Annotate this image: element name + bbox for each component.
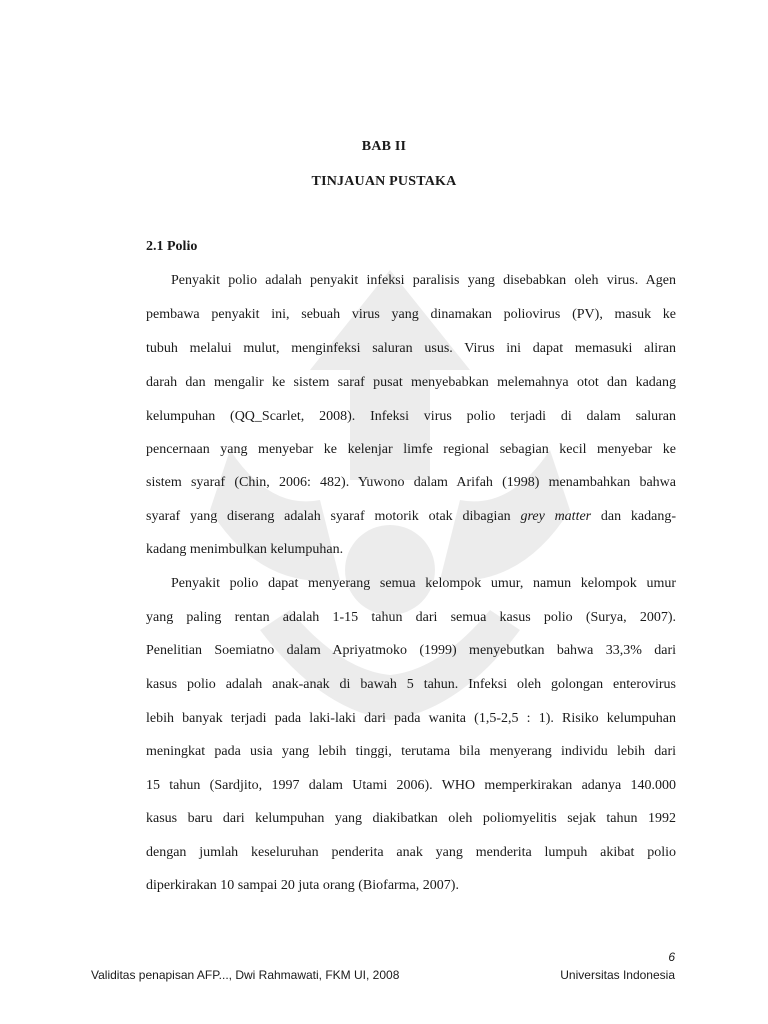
text-span: syaraf yang diserang adalah syaraf motorik otak dibagian <box>146 509 521 524</box>
page-number: 6 <box>668 950 675 964</box>
paragraph-line: kelumpuhan (QQ_Scarlet, 2008). Infeksi virus polio terjadi di dalam saluran <box>146 409 676 424</box>
footer-institution: Universitas Indonesia <box>560 968 675 982</box>
italic-term: grey matter <box>520 509 592 524</box>
paragraph-line: kadang menimbulkan kelumpuhan. <box>146 542 344 557</box>
paragraph-line: darah dan mengalir ke sistem saraf pusat menyebabkan melemahnya otot dan kadang <box>146 375 676 390</box>
footer-citation: Validitas penapisan AFP..., Dwi Rahmawati, FKM UI, 2008 <box>91 968 400 982</box>
paragraph-line: meningkat pada usia yang lebih tinggi, terutama bila menyerang individu lebih dari <box>146 744 676 759</box>
chapter-title: TINJAUAN PUSTAKA <box>311 174 457 189</box>
paragraph-line: Penyakit polio dapat menyerang semua kelompok umur, namun kelompok umur <box>171 576 676 591</box>
chapter-heading: BAB II <box>361 139 407 154</box>
section-title: 2.1 Polio <box>146 239 198 254</box>
paragraph-line: Penelitian Soemiatno dalam Apriyatmoko (1999) menyebutkan bahwa 33,3% dari <box>146 643 676 658</box>
paragraph-line: pencernaan yang menyebar ke kelenjar limfe regional sebagian kecil menyebar ke <box>146 442 676 457</box>
paragraph-line: sistem syaraf (Chin, 2006: 482). Yuwono dalam Arifah (1998) menambahkan bahwa <box>146 475 676 490</box>
paragraph-line: Penyakit polio adalah penyakit infeksi paralisis yang disebabkan oleh virus. Agen <box>171 273 676 288</box>
paragraph-line: diperkirakan 10 sampai 20 juta orang (Biofarma, 2007). <box>146 878 459 893</box>
text-span: dan kadang- <box>591 509 676 524</box>
paragraph-line: kasus baru dari kelumpuhan yang diakibatkan oleh poliomyelitis sejak tahun 1992 <box>146 811 676 826</box>
paragraph-line-with-italic <box>146 508 676 526</box>
paragraph-line: lebih banyak terjadi pada laki-laki dari pada wanita (1,5-2,5 : 1). Risiko kelumpuhan <box>146 711 676 726</box>
paragraph-line: 15 tahun (Sardjito, 1997 dalam Utami 2006). WHO memperkirakan adanya 140.000 <box>146 778 676 793</box>
paragraph-line: tubuh melalui mulut, menginfeksi saluran usus. Virus ini dapat memasuki aliran <box>146 341 676 356</box>
paragraph-line: kasus polio adalah anak-anak di bawah 5 tahun. Infeksi oleh golongan enterovirus <box>146 677 676 692</box>
paragraph-line: dengan jumlah keseluruhan penderita anak yang menderita lumpuh akibat polio <box>146 845 676 860</box>
paragraph-line: pembawa penyakit ini, sebuah virus yang dinamakan poliovirus (PV), masuk ke <box>146 307 676 322</box>
paragraph-line: yang paling rentan adalah 1-15 tahun dari semua kasus polio (Surya, 2007). <box>146 610 676 625</box>
